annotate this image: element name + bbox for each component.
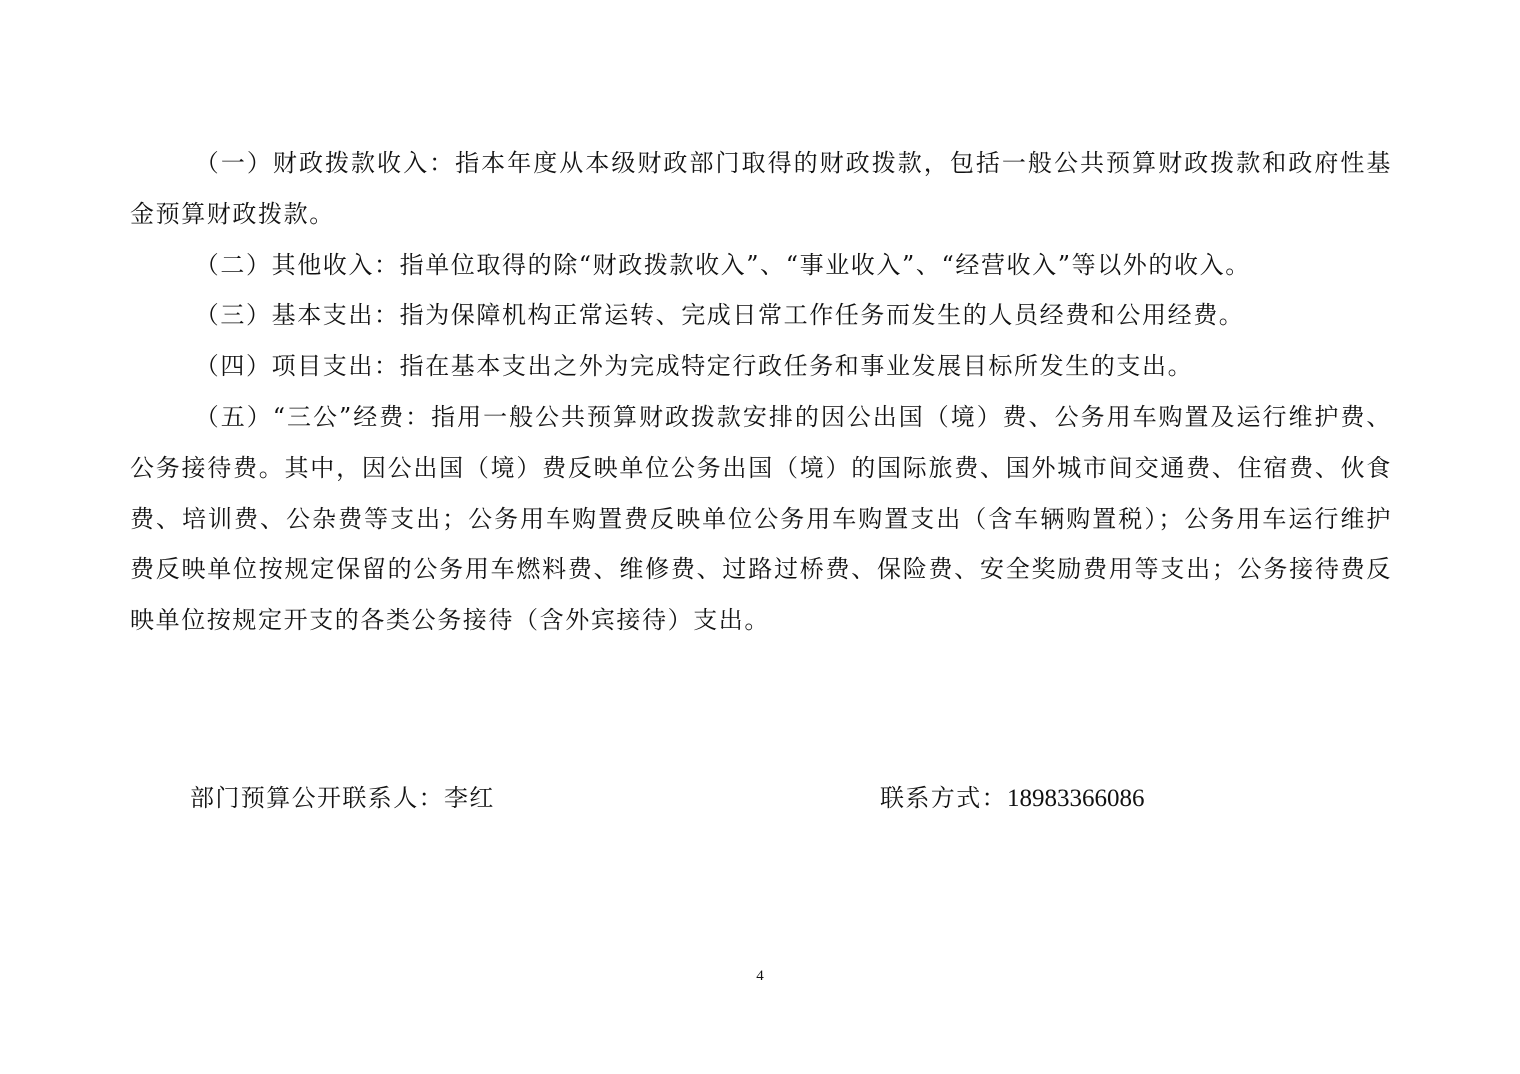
page-number: 4 xyxy=(756,968,764,984)
definition-other-income: （二）其他收入：指单位取得的除“财政拨款收入”、“事业收入”、“经营收入”等以外的收入。 xyxy=(194,250,1251,279)
contact-phone-number: 18983366086 xyxy=(1007,785,1145,812)
contact-person-name: 李红 xyxy=(444,784,495,812)
glossary-section xyxy=(130,138,1392,646)
contact-phone-label: 联系方式： xyxy=(880,784,1007,812)
contact-phone xyxy=(880,778,1145,819)
definition-basic-expenditure: （三）基本支出：指为保障机构正常运转、完成日常工作任务而发生的人员经费和公用经费。 xyxy=(194,301,1245,330)
contact-person xyxy=(190,778,495,818)
definition-three-public-expenses: （五）“三公”经费：指用一般公共预算财政拨款安排的因公出国（境）费、公务用车购置及运行维护费、公务接待费。其中，因公出国（境）费反映单位公务出国（境）的国际旅费、国外城市间交通费、住宿费、伙食费、培训费、公杂费等支出；公务用车购置费反映单位公务用车购置支出（含车辆购置税）；公务用车运行维护费反映单位按规定保留的公务用车燃料费、维修费、过路过桥费、保险费、安全奖励费用等支出；公务接待费反映单位按规定开支的各类公务接待（含外宾接待）支出。 xyxy=(130,402,1392,635)
definition-fiscal-appropriation-income: （一）财政拨款收入：指本年度从本级财政部门取得的财政拨款，包括一般公共预算财政拨款和政府性基金预算财政拨款。 xyxy=(130,149,1392,228)
definition-project-expenditure: （四）项目支出：指在基本支出之外为完成特定行政任务和事业发展目标所发生的支出。 xyxy=(194,352,1194,381)
contact-person-label: 部门预算公开联系人： xyxy=(190,784,444,812)
contact-info xyxy=(0,778,1520,818)
